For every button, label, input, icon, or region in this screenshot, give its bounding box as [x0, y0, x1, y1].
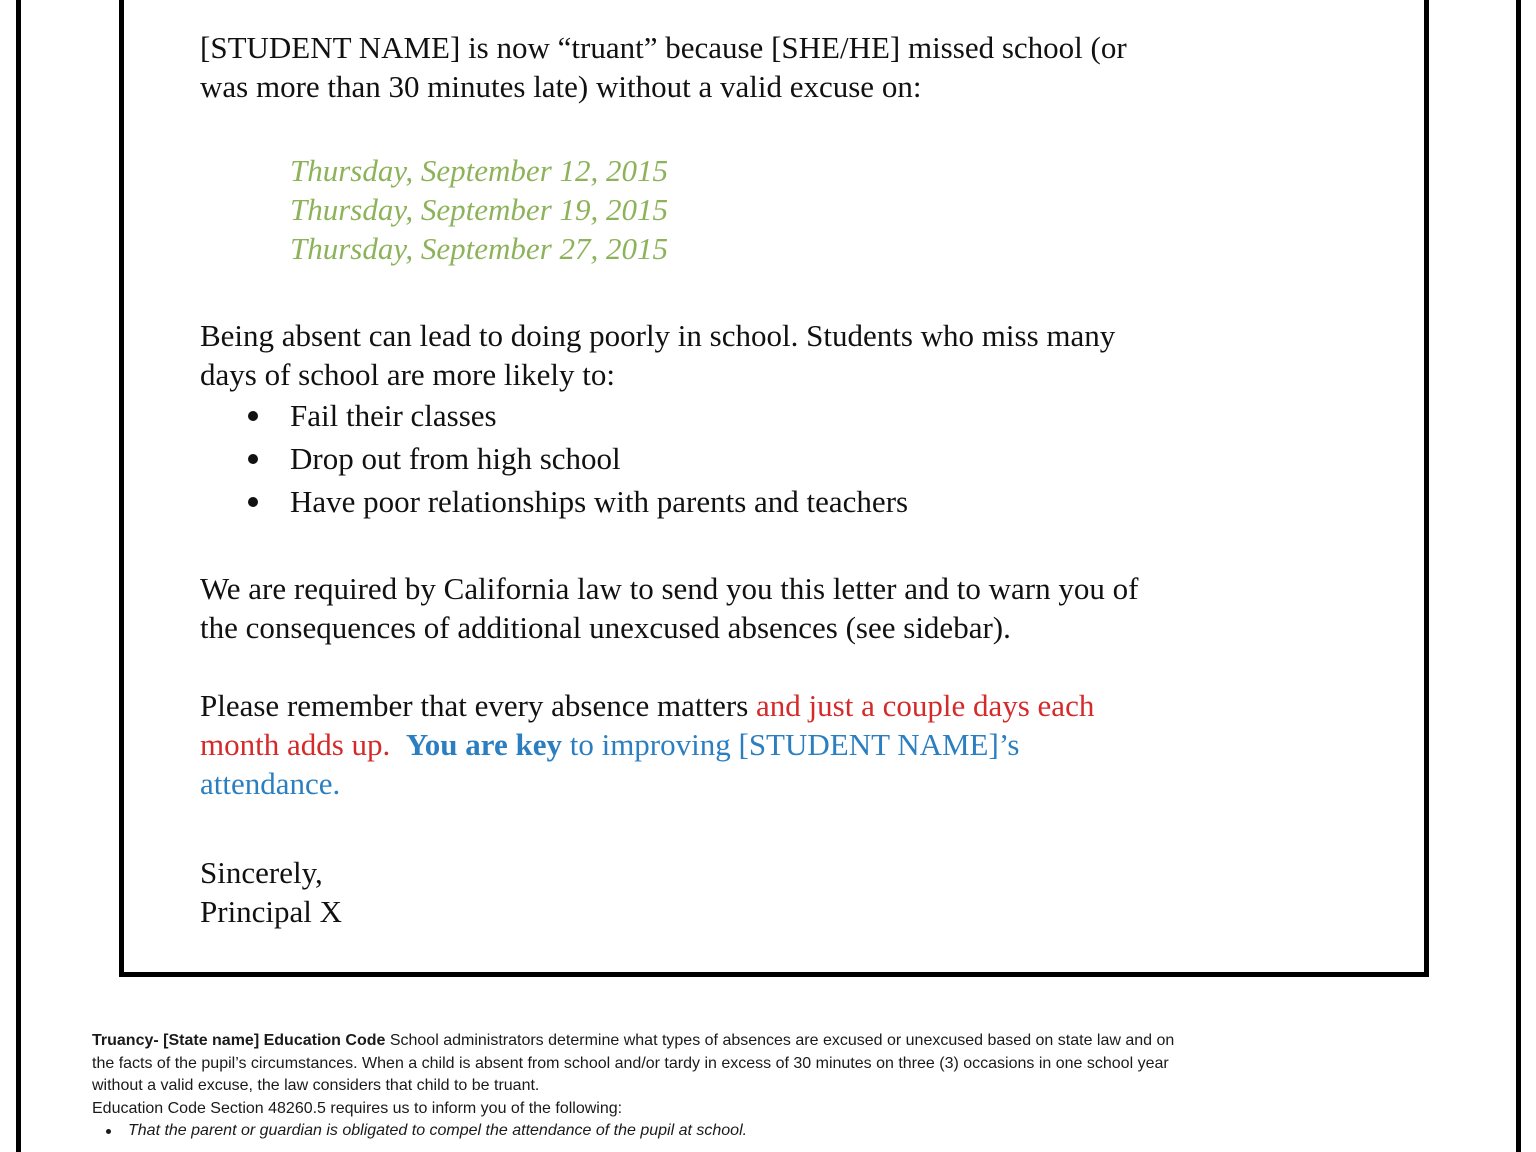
absence-dates — [290, 151, 1360, 268]
reminder-blue-text: to improving [STUDENT NAME]’s — [561, 727, 1020, 762]
reminder-paragraph — [200, 686, 1360, 803]
footer-list-item-text: That the parent or guardian is obligated to compel the attendance of the pupil at school. — [128, 1122, 748, 1139]
legal-notice-paragraph — [200, 569, 1360, 647]
footer-line-2: the facts of the pupil’s circumstances. When a child is absent from school and/or tardy in excess of 30 minutes on three (3) occasions in one school year — [92, 1054, 1169, 1072]
page-border-left — [16, 0, 21, 1152]
law-line-1: We are required by California law to send you this letter and to warn you of — [200, 571, 1139, 606]
list-item — [92, 1120, 1442, 1143]
page-border-right — [1516, 0, 1521, 1152]
absent-line-1: Being absent can lead to doing poorly in school. Students who miss many — [200, 318, 1116, 353]
bullet-icon — [248, 497, 258, 507]
truancy-sidebar-note — [92, 1030, 1442, 1143]
list-item-text: Have poor relationships with parents and teachers — [290, 484, 909, 519]
bullet-icon — [248, 411, 258, 421]
absence-date: Thursday, September 27, 2015 — [290, 231, 669, 266]
absence-effects-paragraph — [200, 316, 1360, 394]
bullet-icon — [248, 454, 258, 464]
intro-paragraph — [200, 28, 1360, 106]
reminder-blue-text-2: attendance. — [200, 766, 341, 801]
risk-list — [200, 394, 1360, 523]
bullet-icon — [106, 1129, 111, 1134]
absence-date: Thursday, September 19, 2015 — [290, 192, 669, 227]
list-item — [200, 394, 1360, 437]
reminder-red-text-2: month adds up. — [200, 727, 391, 762]
law-line-2: the consequences of additional unexcused absences (see sidebar). — [200, 610, 1011, 645]
closing-salutation: Sincerely, — [200, 855, 323, 890]
footer-line-1: School administrators determine what types of absences are excused or unexcused based on state law and on — [385, 1032, 1175, 1049]
footer-lead: Truancy- [State name] Education Code — [92, 1032, 386, 1049]
letter-body — [200, 28, 1360, 931]
reminder-key-text: You are key — [405, 727, 562, 762]
list-item — [200, 437, 1360, 480]
list-item-text: Fail their classes — [290, 398, 497, 433]
footer-paragraph — [92, 1030, 1442, 1053]
absence-date: Thursday, September 12, 2015 — [290, 153, 669, 188]
intro-line-1: [STUDENT NAME] is now “truant” because [SHE/HE] missed school (or — [200, 30, 1127, 65]
signature: Principal X — [200, 894, 343, 929]
list-item — [200, 480, 1360, 523]
footer-line-3: without a valid excuse, the law considers that child to be truant. — [92, 1077, 540, 1094]
reminder-plain-text: Please remember that every absence matters — [200, 688, 757, 723]
absent-line-2: days of school are more likely to: — [200, 357, 615, 392]
closing-block — [200, 853, 1360, 931]
list-item-text: Drop out from high school — [290, 441, 621, 476]
reminder-red-text: and just a couple days each — [756, 688, 1095, 723]
intro-line-2: was more than 30 minutes late) without a valid excuse on: — [200, 69, 922, 104]
footer-list — [92, 1120, 1442, 1143]
footer-line-4: Education Code Section 48260.5 requires us to inform you of the following: — [92, 1099, 623, 1117]
